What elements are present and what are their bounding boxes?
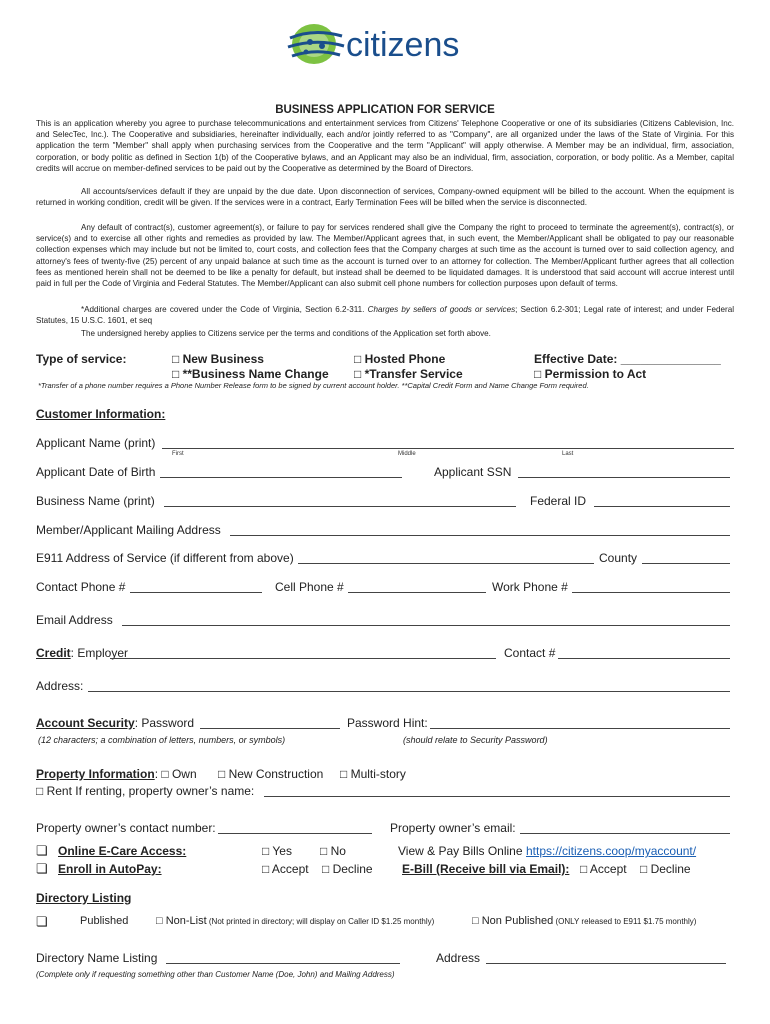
cell-phone-label: Cell Phone # (275, 580, 344, 594)
name-change-checkbox[interactable]: □ **Business Name Change (172, 367, 329, 381)
directory-address-field[interactable] (486, 963, 726, 964)
service-type-label: Type of service: (36, 352, 127, 366)
myaccount-link[interactable]: https://citizens.coop/myaccount/ (526, 844, 697, 858)
rent-checkbox[interactable]: □ Rent If renting, property owner’s name: (36, 784, 255, 798)
mailing-address-label: Member/Applicant Mailing Address (36, 523, 221, 537)
cell-phone-field[interactable] (348, 592, 486, 593)
applicant-name-field[interactable] (162, 448, 734, 449)
credit-row: Credit: Employer (36, 646, 129, 660)
contact-phone-field[interactable] (130, 592, 262, 593)
county-field[interactable] (642, 563, 730, 564)
owner-name-field[interactable] (264, 796, 730, 797)
collection-paragraph: Any default of contract(s), customer agreement(s), or failure to pay for services rendered shall give the Company the right to proceed to terminate the agreement(s), contract(s), or service(s) and to exercise all other rights and remedies as provided by law. The Member/Applicant agrees that, in such event, the Member/Applicant shall be obligated to pay our reasonable collection expenses which may include but not be limited to, court costs, and collection fees that the Company charges at such time as the account is turned over to said collection agency, and attorney's fees of twenty-five (25) percent of any unpaid balance at such time as the account is turned over to an attorney for collection. The Member/Applicant further agrees that all collection fees as mentioned herein shall not be deemed to be like a penalty for default, but instead shall be deemed to be liquidated damages. It is understood that said account will accrue interest until paid in full per the Code of Virginia and Federal Statutes. The Member/Applicant can also submit cell phone numbers for collection purposes upon default of terms. (36, 223, 734, 289)
federal-id-label: Federal ID (530, 494, 587, 508)
contact-phone-label: Contact Phone # (36, 580, 126, 594)
property-info-row: Property Information: □ Own (36, 767, 197, 781)
published-checkbox-icon[interactable]: ❏ (36, 914, 48, 929)
own-checkbox[interactable]: : □ Own (154, 767, 197, 781)
ssn-label: Applicant SSN (434, 465, 512, 479)
password-note: (12 characters; a combination of letters, numbers, or symbols) (38, 735, 286, 745)
directory-listing-heading: Directory Listing (36, 891, 132, 905)
nonlist-checkbox[interactable]: □ Non-List (Not printed in directory; will display on Caller ID $1.25 monthly) (156, 915, 435, 927)
permission-to-act-checkbox[interactable]: □ Permission to Act (534, 367, 647, 381)
contact-field[interactable] (558, 658, 730, 659)
email-label: Email Address (36, 613, 113, 627)
owner-email-field[interactable] (520, 833, 730, 834)
new-construction-checkbox[interactable]: □ New Construction (218, 767, 324, 781)
view-pay-label: View & Pay Bills Online (398, 844, 523, 858)
ecare-no-checkbox[interactable]: □ No (320, 844, 346, 858)
intro-paragraph: This is an application whereby you agree to purchase telecommunications and entertainment services from Citizens' Telephone Cooperative or one of its subsidiaries (Citizens Cablevision, Inc. and SelecTec, Inc.). The Cooperative and subsidiaries, hereinafter individually, each and/or jointly referred to as "Company", are all organized under the laws of the State of Virginia. For this application the term "Member" shall apply when purchasing services from the Cooperative and the term "Applicant" will apply otherwise. A Member may be an individual, firm, association, corporation, or body politic as defined in Section 1(b) of the Cooperative bylaws, and an Applicant may also be an individual, firm, association, corporation, or body politic. As a Member, capital credits will accrue on member-defined services to be paid out by the Cooperative as determined by the Board of Directors. (36, 119, 734, 173)
business-name-field[interactable] (164, 506, 516, 507)
ebill-accept-checkbox[interactable]: □ Accept (580, 862, 627, 876)
dob-label: Applicant Date of Birth (36, 465, 156, 479)
ebill-decline-checkbox[interactable]: □ Decline (640, 862, 691, 876)
online-ecare-label: Online E-Care Access: (58, 844, 187, 858)
middle-label: Middle (398, 451, 416, 457)
autopay-accept-checkbox[interactable]: □ Accept (262, 862, 309, 876)
county-label: County (599, 551, 638, 565)
hint-note: (should relate to Security Password) (403, 735, 548, 745)
ssn-field[interactable] (518, 477, 730, 478)
last-label: Last (562, 451, 574, 457)
default-paragraph: All accounts/services default if they are unpaid by the due date. Upon disconnection of services, Company-owned equipment will be billed to the account. When the equipment is returned in working condition, credit will be given. If the services were in a contract, Early Termination Fees will be billed when the service is disconnected. (36, 187, 734, 208)
transfer-service-checkbox[interactable]: □ *Transfer Service (354, 367, 463, 381)
work-phone-label: Work Phone # (492, 580, 568, 594)
ecare-yes-checkbox[interactable]: □ Yes (262, 844, 292, 858)
effective-date-field[interactable]: Effective Date: _______________ (534, 352, 721, 366)
directory-name-label: Directory Name Listing (36, 951, 158, 965)
nonpublished-checkbox[interactable]: □ Non Published (ONLY released to E911 $1.75 monthly) (472, 915, 697, 927)
autopay-decline-checkbox[interactable]: □ Decline (322, 862, 373, 876)
password-field[interactable] (200, 728, 340, 729)
logo-text: citizens (346, 26, 460, 64)
owner-email-label: Property owner’s email: (390, 821, 516, 835)
dob-field[interactable] (160, 477, 402, 478)
employer-field[interactable] (110, 658, 496, 659)
ebill-label: E-Bill (Receive bill via Email): (402, 862, 570, 876)
multistory-checkbox[interactable]: □ Multi-story (340, 767, 406, 781)
form-title: BUSINESS APPLICATION FOR SERVICE (275, 104, 495, 116)
address-label: Address: (36, 679, 84, 693)
contact-label: Contact # (504, 646, 556, 660)
mailing-address-field[interactable] (230, 535, 730, 536)
directory-address-label: Address (436, 951, 481, 965)
work-phone-field[interactable] (572, 592, 730, 593)
autopay-label: Enroll in AutoPay: (58, 862, 162, 876)
owner-number-label: Property owner’s contact number: (36, 821, 216, 835)
password-hint-field[interactable] (430, 728, 730, 729)
first-label: First (172, 451, 184, 457)
citizens-logo (286, 20, 486, 76)
e911-address-label: E911 Address of Service (if different from above) (36, 551, 294, 565)
hosted-phone-checkbox[interactable]: □ Hosted Phone (354, 352, 446, 366)
password-hint-label: Password Hint: (347, 716, 428, 730)
autopay-checkbox-icon[interactable]: ❏ (36, 861, 48, 876)
federal-id-field[interactable] (594, 506, 730, 507)
account-security-row: Account Security: Password (36, 716, 195, 730)
applicant-name-label: Applicant Name (print) (36, 436, 156, 450)
email-field[interactable] (122, 625, 730, 626)
service-note: *Transfer of a phone number requires a Phone Number Release form to be signed by current account holder. **Capital Credit Form and Name Change Form required. (38, 381, 589, 390)
customer-info-heading: Customer Information: (36, 407, 166, 421)
business-name-label: Business Name (print) (36, 494, 155, 508)
directory-name-field[interactable] (166, 963, 400, 964)
directory-footnote: (Complete only if requesting something other than Customer Name (Doe, John) and Mailing Address) (36, 970, 395, 979)
charges-paragraph: *Additional charges are covered under the Code of Virginia, Section 6.2-311. Charges by sellers of goods or services; Section 6.2-301; Legal rate of interest; and under Federal Statutes, 15 U.S.C. 1601, et seq (36, 305, 734, 326)
owner-number-field[interactable] (218, 833, 372, 834)
e911-address-field[interactable] (298, 563, 594, 564)
published-label: Published (80, 915, 129, 927)
ecare-checkbox-icon[interactable]: ❏ (36, 843, 48, 858)
applies-paragraph: The undersigned hereby applies to Citizens service per the terms and conditions of the Application set forth above. (81, 329, 491, 338)
address-field[interactable] (88, 691, 730, 692)
new-business-checkbox[interactable]: □ New Business (172, 352, 264, 366)
